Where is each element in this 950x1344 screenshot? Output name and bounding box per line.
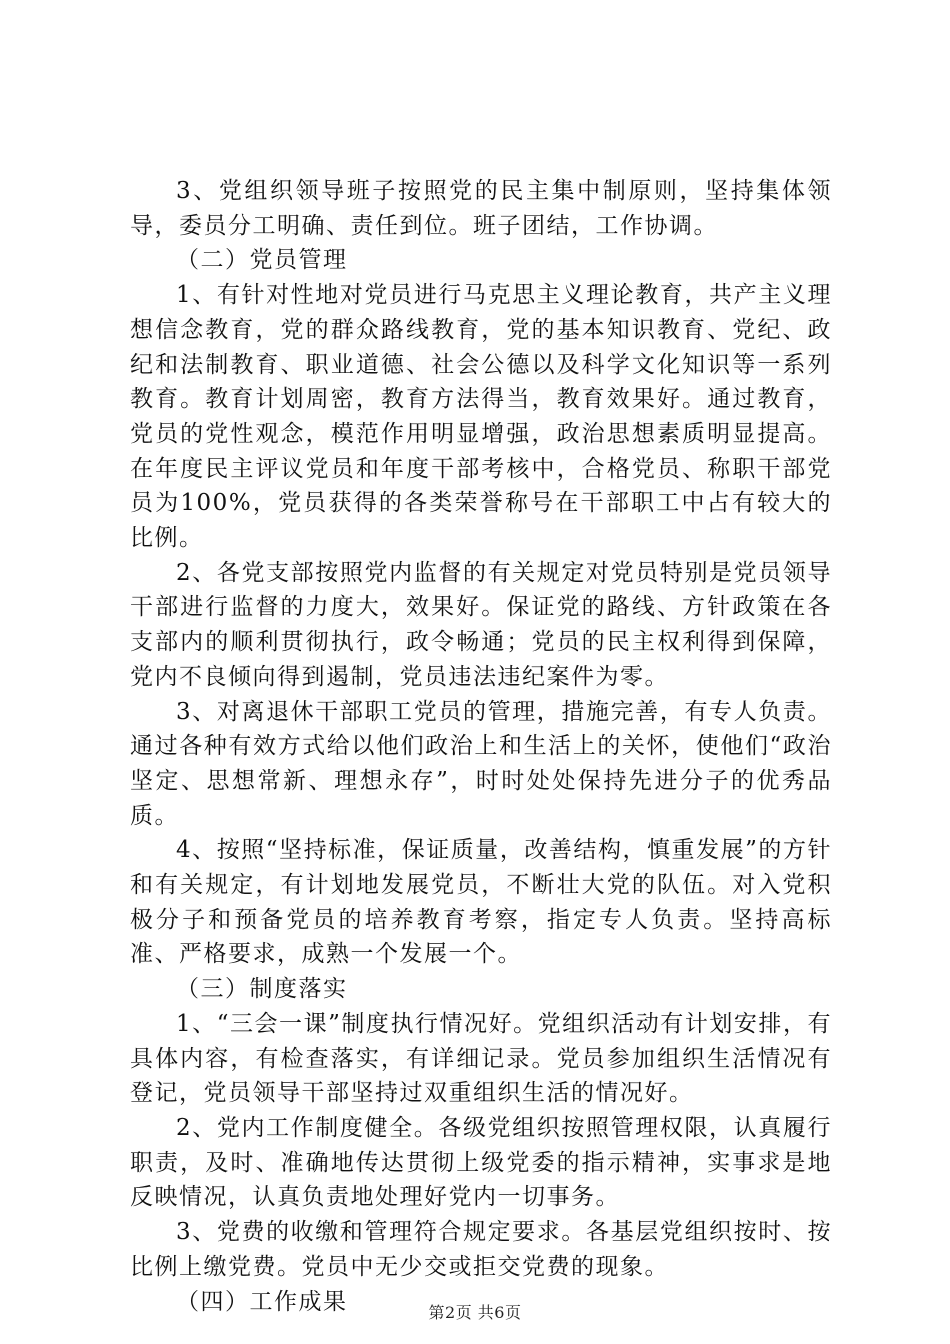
paragraph: 3、党费的收缴和管理符合规定要求。各基层党组织按时、按比例上缴党费。党员中无少交或拒交党费的现象。 bbox=[130, 1219, 832, 1280]
paragraph: 2、党内工作制度健全。各级党组织按照管理权限，认真履行职责，及时、准确地传达贯彻上级党委的指示精神，实事求是地反映情况，认真负责地处理好党内一切事务。 bbox=[130, 1114, 832, 1211]
paragraph: 4、按照“坚持标准，保证质量，改善结构，慎重发展”的方针和有关规定，有计划地发展党员，不断壮大党的队伍。对入党积极分子和预备党员的培养教育考察，指定专人负责。坚持高标准、严格要求，成熟一个发展一个。 bbox=[130, 837, 832, 968]
page-number-footer: 第2页 共6页 bbox=[428, 1303, 522, 1322]
section-heading: （二）党员管理 bbox=[176, 247, 348, 274]
section-heading: （三）制度落实 bbox=[176, 976, 348, 1003]
paragraph: 3、对离退休干部职工党员的管理，措施完善，有专人负责。通过各种有效方式给以他们政治上和生活上的关怀，使他们“政治坚定、思想常新、理想永存”，时时处处保持先进分子的优秀品质。 bbox=[130, 698, 832, 829]
document-body bbox=[130, 174, 832, 1319]
paragraph: 2、各党支部按照党内监督的有关规定对党员特别是党员领导干部进行监督的力度大，效果好。保证党的路线、方针政策在各支部内的顺利贯彻执行，政令畅通；党员的民主权利得到保障，党内不良倾向得到遏制，党员违法违纪案件为零。 bbox=[130, 559, 832, 690]
paragraph: 1、“三会一课”制度执行情况好。党组织活动有计划安排，有具体内容，有检查落实，有详细记录。党员参加组织生活情况有登记，党员领导干部坚持过双重组织生活的情况好。 bbox=[130, 1010, 832, 1107]
section-heading: （四）工作成果 bbox=[176, 1288, 348, 1315]
paragraph: 3、党组织领导班子按照党的民主集中制原则，坚持集体领导，委员分工明确、责任到位。班子团结，工作协调。 bbox=[130, 178, 832, 239]
paragraph: 1、有针对性地对党员进行马克思主义理论教育，共产主义理想信念教育，党的群众路线教育，党的基本知识教育、党纪、政纪和法制教育、职业道德、社会公德以及科学文化知识等一系列教育。教育计划周密，教育方法得当，教育效果好。通过教育，党员的党性观念，模范作用明显增强，政治思想素质明显提高。在年度民主评议党员和年度干部考核中，合格党员、称职干部党员为100%，党员获得的各类荣誉称号在干部职工中占有较大的比例。 bbox=[130, 282, 832, 552]
